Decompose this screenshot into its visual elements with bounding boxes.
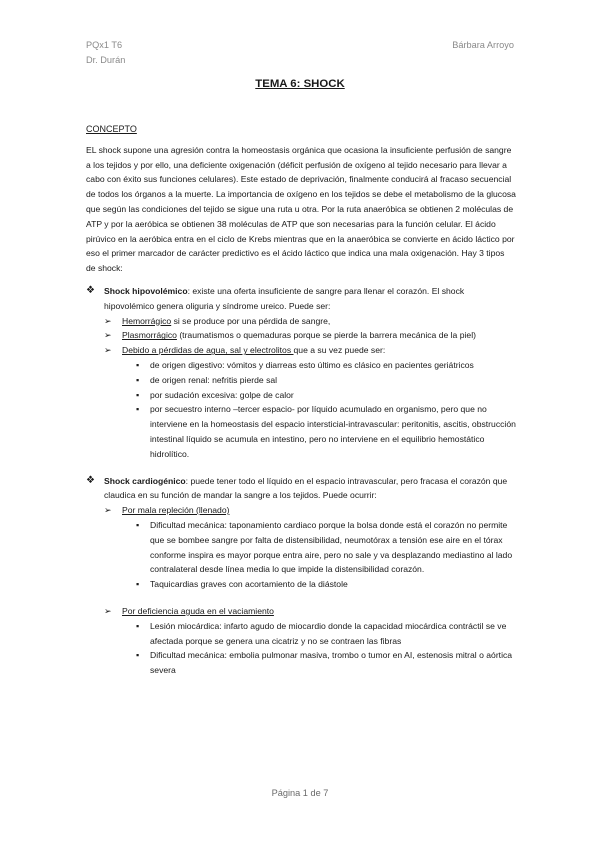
cause-item (86, 577, 516, 592)
page-title: TEMA 6: SHOCK (255, 78, 345, 90)
square-bullet-icon: ▪ (136, 650, 140, 661)
shock-hipovolemico-text: : existe una oferta insuficiente de sangre para llenar el corazón. El shock hipovolémico genera oliguria y síndrome ureico. Puede ser: (104, 285, 465, 311)
cause-item (86, 373, 516, 388)
cause-item (86, 388, 516, 403)
sub-item-hemorragico (86, 314, 516, 329)
square-bullet-icon: ▪ (136, 620, 140, 631)
cause-text: Dificultad mecánica: embolia pulmonar masiva, trombo o tumor en AI, estenosis mitral o aórtica severa (150, 650, 513, 676)
square-bullet-icon: ▪ (136, 404, 140, 415)
sub-item-text: si se produce por una pérdida de sangre, (171, 315, 331, 326)
sub-item-text: que a su vez puede ser: (293, 345, 386, 356)
header-course: PQx1 T6 (86, 40, 123, 50)
sub-item-text: (traumatismos o quemaduras porque se pierde la barrera mecánica de la piel) (176, 330, 476, 341)
intro-paragraph: EL shock supone una agresión contra la homeostasis orgánica que ocasiona la insuficiente perfusión de sangre a los tejidos y por ello, una deficiente oxigenación (déficit perfusión de oxígeno al tejido necesario para llevar a cabo con éxito sus funciones celulares). Este estado de deprivación, finalmente conducirá al fracaso secuencial de todos los órganos a la muerte. La importancia de oxígeno en los tejidos se debe el metabolismo de la glucosa que según las condiciones del tejido se sigue una ruta u otra. Por la ruta anaeróbica se obtienen 2 moléculas de ATP y por la aeróbica se obtienen 38 moléculas de ATP que son necesarias para la función celular. El ácido pirúvico en la aeróbica entra en el ciclo de Krebs mientras que en la anaeróbica se convierte en ácido láctico por eso el primer marcador de carácter predictivo es el ácido láctico que indica una mala oxigenación. Hay 3 tipos de shock: (86, 144, 516, 274)
shock-cardiogenico-text: : puede tener todo el líquido en el espacio intravascular, pero fracasa el corazón que claudica en su función de mandar la sangre a los tejidos. Puede ocurrir: (104, 475, 508, 501)
cause-item (86, 619, 516, 649)
cause-text: por secuestro interno –tercer espacio- por líquido acumulado en organismo, pero que no interviene en la homeostasis del espacio intersticial-intravascular: peritonitis, ascitis, obstrucción intestinal líquido se acumula en intestino, pero no interviene en el equilibrio hemostático hidrolítico. (150, 404, 516, 459)
diamond-bullet-icon: ❖ (86, 474, 95, 486)
arrow-bullet-icon: ➢ (104, 330, 112, 341)
document-body (86, 122, 516, 678)
cause-item (86, 402, 516, 461)
arrow-bullet-icon: ➢ (104, 315, 112, 326)
diamond-bullet-icon: ❖ (86, 284, 95, 296)
square-bullet-icon: ▪ (136, 519, 140, 530)
sub-item-plasmorragico (86, 328, 516, 343)
header-professor: Dr. Durán (86, 55, 126, 65)
arrow-bullet-icon: ➢ (104, 605, 112, 616)
sub-item-label: Plasmorrágico (122, 330, 177, 341)
cause-text: de origen digestivo: vómitos y diarreas esto último es clásico en pacientes geriátricos (150, 359, 474, 370)
sub-item-perdidas (86, 343, 516, 358)
arrow-bullet-icon: ➢ (104, 505, 112, 516)
square-bullet-icon: ▪ (136, 359, 140, 370)
sub-item-deficiencia-vaciamiento (86, 604, 516, 619)
section-label: CONCEPTO (86, 124, 137, 134)
sub-item-label: Debido a pérdidas de agua, sal y electrolitos (122, 345, 294, 356)
cause-text: Taquicardias graves con acortamiento de la diástole (150, 579, 348, 590)
square-bullet-icon: ▪ (136, 579, 140, 590)
shock-hipovolemico-title: Shock hipovolémico (104, 285, 188, 296)
cause-text: por sudación excesiva: golpe de calor (150, 389, 294, 400)
shock-cardiogenico-item (86, 474, 516, 504)
square-bullet-icon: ▪ (136, 374, 140, 385)
sub-item-label: Por mala repleción (llenado) (122, 505, 230, 516)
header-left (86, 38, 125, 68)
shock-hipovolemico-item (86, 284, 516, 314)
cause-item (86, 358, 516, 373)
sub-item-label: Por deficiencia aguda en el vaciamiento (122, 605, 274, 616)
sub-item-label: Hemorrágico (122, 315, 172, 326)
cause-text: de origen renal: nefritis pierde sal (150, 374, 278, 385)
shock-cardiogenico-title: Shock cardiogénico (104, 475, 186, 486)
header-author: Bárbara Arroyo (452, 40, 514, 50)
page-footer: Página 1 de 7 (271, 788, 329, 798)
cause-item (86, 518, 516, 577)
sub-item-mala-replecion (86, 503, 516, 518)
cause-text: Lesión miocárdica: infarto agudo de miocardio donde la capacidad miocárdica contráctil se ve afectada porque se genera una cicatriz y no se contraen las fibras (150, 620, 507, 646)
cause-item (86, 648, 516, 678)
arrow-bullet-icon: ➢ (104, 345, 112, 356)
square-bullet-icon: ▪ (136, 389, 140, 400)
cause-text: Dificultad mecánica: taponamiento cardiaco porque la bolsa donde está el corazón no permite que se bombee sangre por falta de distensibilidad, neumotórax a tensión ese aire en el tórax conforme inspira es mayor porque entra aire, pero no sale y va desplazando mediastino al lado contralateral desde línea media lo que impide la distensibilidad corazón. (150, 519, 513, 575)
